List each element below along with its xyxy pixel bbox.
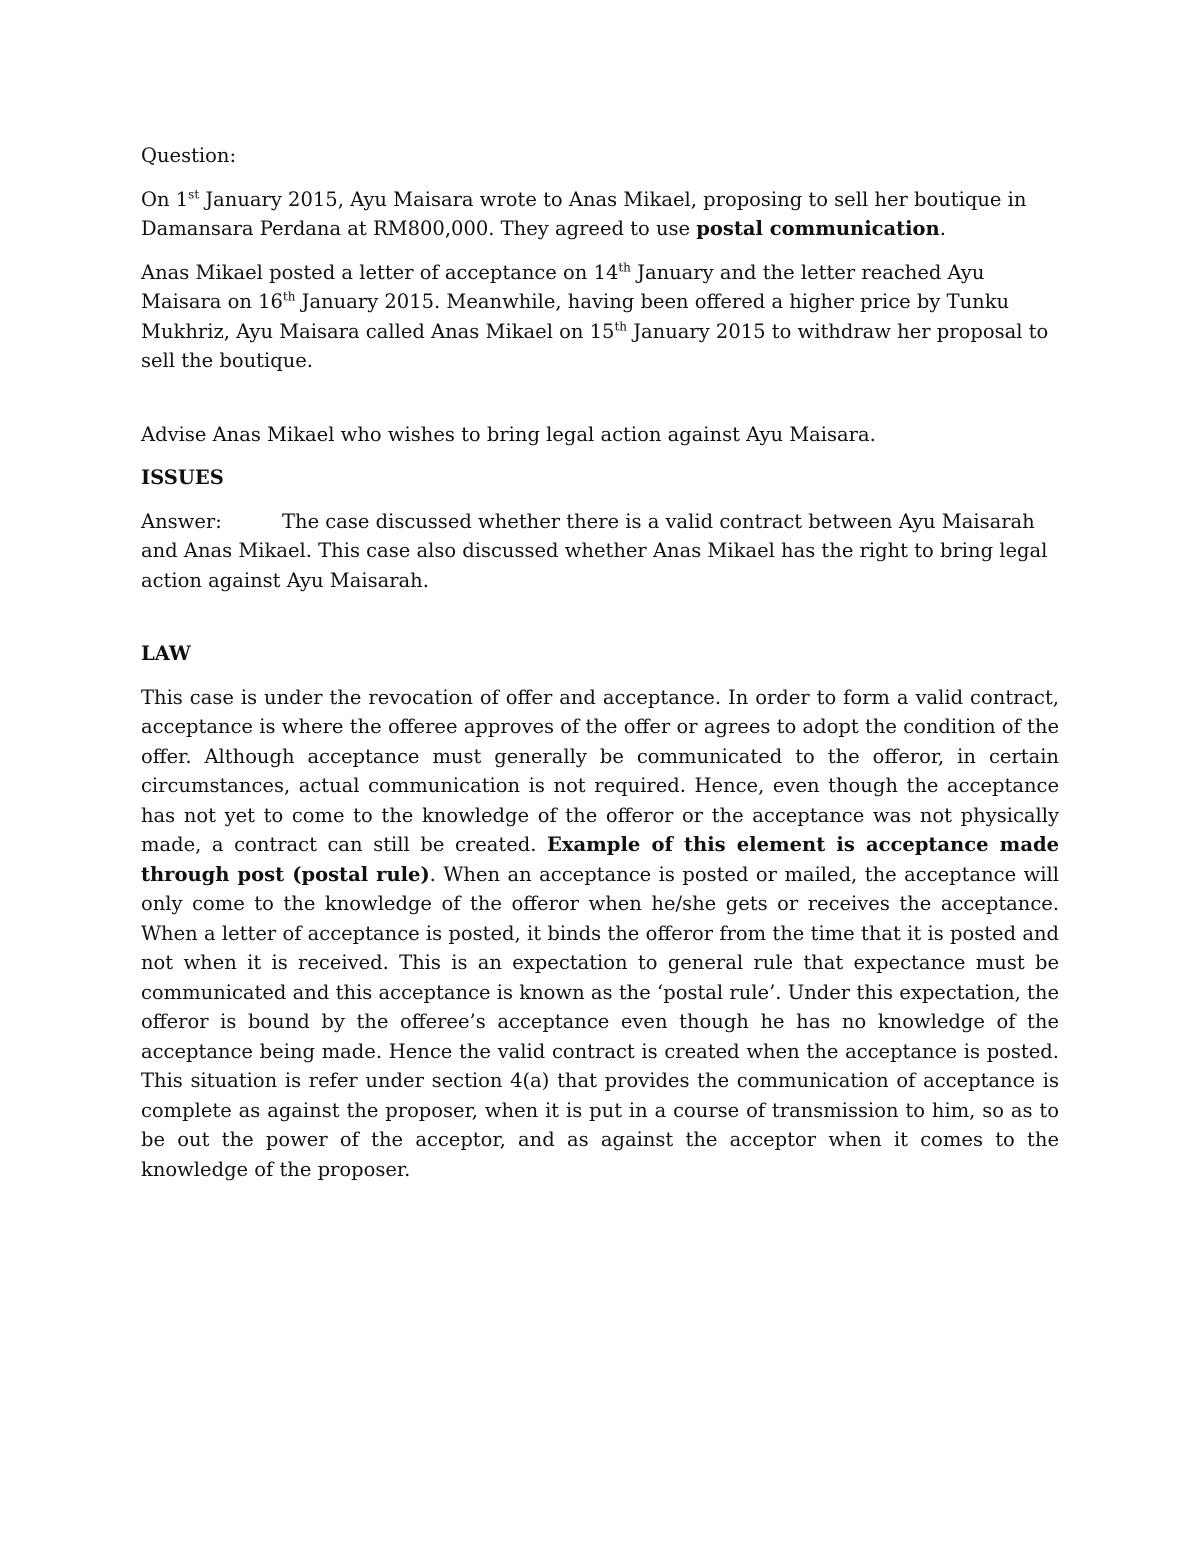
text-run: This case is under the revocation of offer and acceptance. In order to form a valid contract, acceptance is where the offeree approves of the offer or agrees to adopt the condition of the offer. Although acceptance must generally be communicated to the offeror, in certain circumstances, actual communication is not required. Hence, even though the acceptance has not yet to come to the knowledge of the offeror or the acceptance was not physically made, a contract can still be created.	[141, 685, 1059, 856]
document-body	[141, 141, 1059, 1184]
text-run: January 2015. Meanwhile, having been offered a higher price by Tunku Mukhriz, Ayu Maisara called Anas Mikael on 15	[141, 290, 1010, 343]
text-run: . When an acceptance is posted or mailed, the acceptance will only come to the knowledge of the offeror when he/she gets or receives the acceptance. When a letter of acceptance is posted, it binds the offeror from the time that it is posted and not when it is received. This is an expectation to general rule that expectance must be communicated and this acceptance is known as the ‘postal rule’. Under this expectation, the offeror is bound by the offeree’s acceptance even though he has no knowledge of the acceptance being made. Hence the valid contract is created when the acceptance is posted. This situation is refer under section 4(a) that provides the communication of acceptance is complete as against the proposer, when it is put in a course of transmission to him, so as to be out the power of the acceptor, and as against the acceptor when it comes to the knowledge of the proposer.	[141, 862, 1059, 1181]
text-run: January and the letter reached Ayu Maisara on 16	[141, 260, 985, 313]
text-run: .	[939, 217, 946, 240]
answer-text: The case discussed whether there is a valid contract between Ayu Maisarah and Anas Mikael. This case also discussed whether Anas Mikael has the right to bring legal action against Ayu Maisarah.	[141, 509, 1048, 592]
law-paragraph	[141, 683, 1059, 1185]
superscript: th	[614, 319, 628, 333]
text-run: January 2015, Ayu Maisara wrote to Anas Mikael, proposing to sell her boutique in Damansara Perdana at RM800,000. They agreed to use	[141, 187, 1027, 240]
bold-text: postal communication	[696, 217, 940, 240]
answer-label: Answer:	[141, 509, 222, 533]
text-run: Anas Mikael posted a letter of acceptance on 14	[141, 260, 619, 284]
question-paragraph-1	[141, 185, 1059, 244]
question-label: Question:	[141, 144, 237, 167]
text-run: January 2015 to withdraw her proposal to sell the boutique.	[141, 319, 1049, 372]
law-heading: LAW	[141, 642, 191, 665]
superscript: th	[282, 289, 296, 304]
superscript: st	[188, 187, 200, 201]
text-run: On 1	[141, 187, 189, 211]
bold-text: Example of this element is acceptance made through post (postal rule)	[141, 833, 1059, 886]
answer-paragraph	[141, 507, 1059, 596]
advise-line: Advise Anas Mikael who wishes to bring legal action against Ayu Maisara.	[141, 422, 876, 446]
question-paragraph-2	[141, 258, 1059, 376]
issues-heading: ISSUES	[141, 466, 224, 489]
superscript: th	[618, 260, 631, 274]
